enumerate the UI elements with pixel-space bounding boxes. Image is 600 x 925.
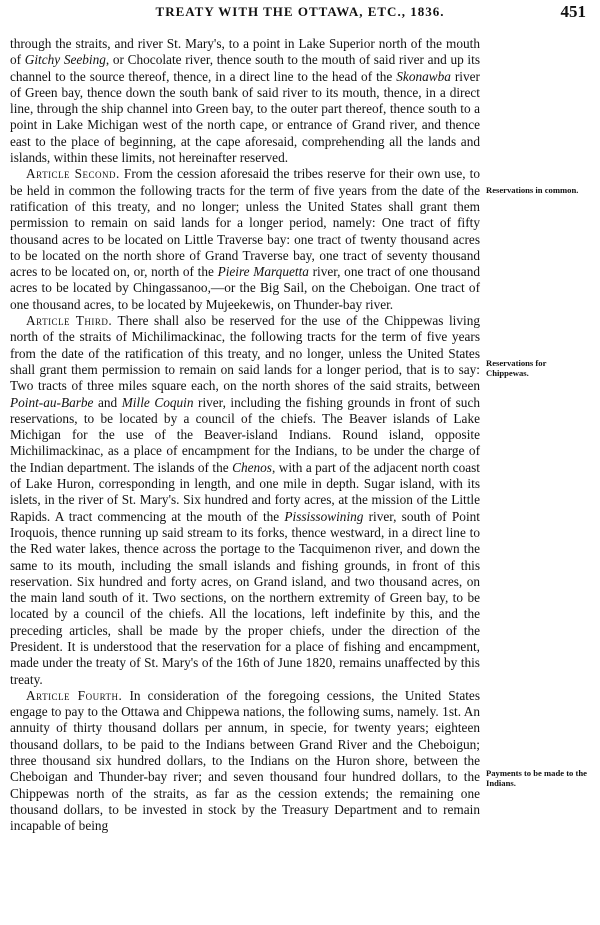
article-third: Article Third. There shall also be reserved for the use of the Chippewas living north of the straits of Michilimackinac, the following tracts for the term of five years from the date of the ratification of this treaty, and no longer, unless the United States shall grant them permission to remain on said lands for a longer period, that is to say: Two tracts of three miles square each, on the north shores of the said straits, between Point-au-Barbe and Mille Coquin river, including the fishing grounds in front of such reservations, to be located by a council of the chiefs. The Beaver islands of Lake Michigan for the use of the Beaver-island Indians. Round island, opposite Michilimackinac, as a place of encampment for the Indians, to be under the charge of the Indian department. The islands of the Chenos, with a part of the adjacent north coast of Lake Huron, corresponding in length, and one mile in depth. Sugar island, with its islets, in the river of St. Mary's. Six hundred and forty acres, at the mission of the Little Rapids. A tract commencing at the mouth of the Pississowining river, south of Point Iroquois, thence running up said stream to its forks, thence westward, in a direct line to the Red water lakes, thence across the portage to the Tacquimenon river, and down the same to its mouth, including the small islands and fishing grounds, in front of this reservation. Six hundred and forty acres, on Grand island, and two thousand acres, on the main land south of it. Two sections, on the northern extremity of Green bay, to be located by a council of the chiefs. All the locations, left indefinite by this, and the preceding articles, shall be made by the proper chiefs, under the direction of the President. It is understood that the reservation for a place of fishing and encampment, made under the treaty of St. Mary's of the 16th of June 1820, remains unaffected by this treaty. bbox=[10, 313, 481, 687]
place-name: Point-au-Barbe bbox=[10, 394, 94, 410]
margin-note-reservations-in-common: Reservations in common. bbox=[486, 185, 579, 195]
place-name: Pieire Marquetta bbox=[217, 264, 309, 280]
margin-note-reservations-for-chippewas: Reservations for Chippewas. bbox=[486, 358, 547, 378]
place-name: Mille Coquin bbox=[121, 394, 194, 410]
article-heading: Article Second. bbox=[26, 166, 120, 182]
article-heading: Article Third. bbox=[26, 313, 113, 329]
place-name: Pississowining bbox=[284, 508, 364, 524]
article-second: Article Second. From the cession aforesaid the tribes reserve for their own use, to be held in common the following tracts for the term of five years from the date of the ratification of this treaty, and no longer; unless the United States shall grant them permission to remain on said lands for a longer period, namely: One tract of fifty thousand acres to be located on Little Traverse bay: one tract of twenty thousand acres to be located on the north shore of Grand Traverse bay, one tract of seventy thousand acres to be located on, or, north of the Pieire Marquetta river, one tract of one thousand acres to be located by Chingassanoo,—or the Big Sail, on the Cheboigan. One tract of one thousand acres, to be located by Mujeekewis, on Thunder-bay river. bbox=[10, 166, 480, 312]
place-name: Skonawba bbox=[396, 68, 451, 84]
place-name: Gitchy Seebing bbox=[24, 52, 106, 68]
place-name: Chenos bbox=[232, 459, 272, 475]
page-header bbox=[0, 0, 600, 30]
article-heading: Article Fourth. bbox=[26, 687, 123, 703]
margin-note-payments: Payments to be made to the Indians. bbox=[486, 768, 587, 788]
running-title: TREATY WITH THE OTTAWA, ETC., 1836. bbox=[155, 4, 445, 19]
treaty-body bbox=[10, 36, 480, 835]
article-fourth: Article Fourth. In consideration of the foregoing cessions, the United States engage to pay to the Ottawa and Chippewa nations, the following sums, namely. 1st. An annuity of thirty thousand dollars per annum, in specie, for twenty years; eighteen thousand dollars, to be paid to the Indians between Grand River and the Cheboigun; three thousand six hundred dollars, to the Indians on the Huron shore, between the Cheboigan and Thunder-bay river; and seven thousand four hundred dollars, to the Chippewas north of the straits, as far as the cession extends; the remaining one thousand dollars, to be invested in stock by the Treasury Department and to remain incapable of being bbox=[10, 687, 480, 834]
page-number: 451 bbox=[560, 2, 586, 21]
intro-paragraph: through the straits, and river St. Mary's, to a point in Lake Superior north of the mouth of Gitchy Seebing, or Chocolate river, thence south to the mouth of said river and up its channel to the source thereof, thence, in a direct line to the head of the Skonawba river of Green bay, thence down the south bank of said river to its mouth, thence, in a direct line, through the ship channel into Green bay, to the outer part thereof, thence south to a point in Lake Michigan west of the north cape, or entrance of Grand river, and thence east to the place of beginning, at the cape aforesaid, comprehending all the lands and islands, within these limits, not hereinafter reserved. bbox=[10, 36, 480, 166]
